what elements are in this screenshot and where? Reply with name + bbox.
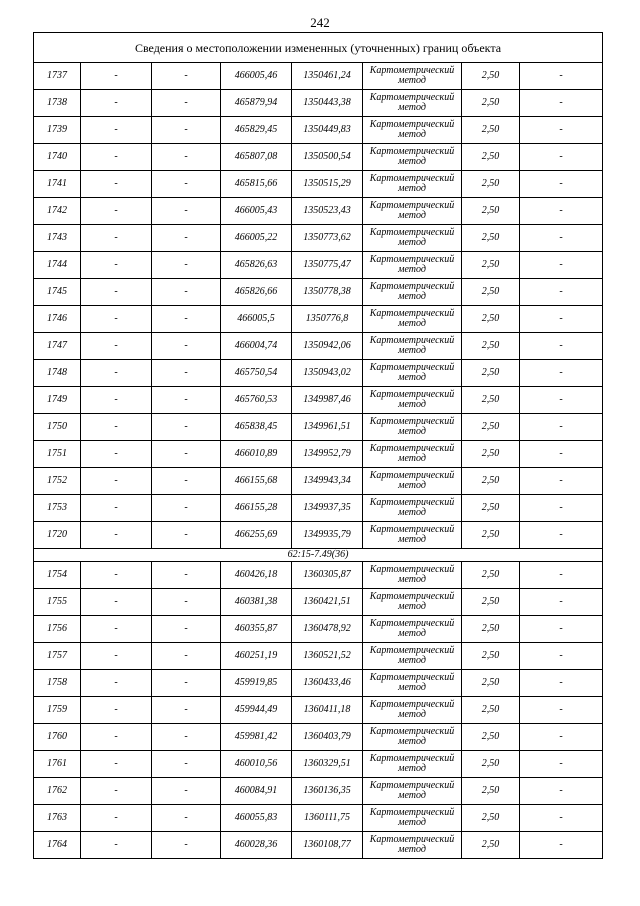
x-coordinate-cell: 465807,08 xyxy=(221,144,292,171)
method-cell: Картометрический метод xyxy=(363,724,462,751)
table-row xyxy=(34,751,603,778)
method-cell: Картометрический метод xyxy=(363,805,462,832)
column-2-cell: - xyxy=(81,562,152,589)
method-cell: Картометрический метод xyxy=(363,495,462,522)
section-header-row xyxy=(34,549,603,562)
x-coordinate-cell: 459919,85 xyxy=(221,670,292,697)
column-2-cell: - xyxy=(81,171,152,198)
table-row xyxy=(34,90,603,117)
accuracy-cell: 2,50 xyxy=(462,63,520,90)
column-2-cell: - xyxy=(81,414,152,441)
column-2-cell: - xyxy=(81,643,152,670)
table-row xyxy=(34,441,603,468)
column-2-cell: - xyxy=(81,522,152,549)
method-cell: Картометрический метод xyxy=(363,670,462,697)
column-2-cell: - xyxy=(81,198,152,225)
column-3-cell: - xyxy=(152,414,221,441)
point-number-cell: 1762 xyxy=(34,778,81,805)
column-9-cell: - xyxy=(520,697,603,724)
point-number-cell: 1757 xyxy=(34,643,81,670)
method-cell: Картометрический метод xyxy=(363,279,462,306)
column-9-cell: - xyxy=(520,225,603,252)
column-2-cell: - xyxy=(81,670,152,697)
column-3-cell: - xyxy=(152,441,221,468)
column-9-cell: - xyxy=(520,468,603,495)
accuracy-cell: 2,50 xyxy=(462,643,520,670)
column-9-cell: - xyxy=(520,171,603,198)
column-2-cell: - xyxy=(81,279,152,306)
table-title-row xyxy=(34,33,603,63)
table-row xyxy=(34,117,603,144)
point-number-cell: 1748 xyxy=(34,360,81,387)
point-number-cell: 1742 xyxy=(34,198,81,225)
point-number-cell: 1740 xyxy=(34,144,81,171)
method-cell: Картометрический метод xyxy=(363,252,462,279)
table-row xyxy=(34,144,603,171)
x-coordinate-cell: 466005,5 xyxy=(221,306,292,333)
y-coordinate-cell: 1350942,06 xyxy=(292,333,363,360)
table-row xyxy=(34,805,603,832)
method-cell: Картометрический метод xyxy=(363,63,462,90)
accuracy-cell: 2,50 xyxy=(462,697,520,724)
accuracy-cell: 2,50 xyxy=(462,144,520,171)
method-cell: Картометрический метод xyxy=(363,832,462,859)
y-coordinate-cell: 1349943,34 xyxy=(292,468,363,495)
table-row xyxy=(34,360,603,387)
point-number-cell: 1761 xyxy=(34,751,81,778)
point-number-cell: 1751 xyxy=(34,441,81,468)
column-2-cell: - xyxy=(81,333,152,360)
column-3-cell: - xyxy=(152,522,221,549)
table-row xyxy=(34,198,603,225)
column-2-cell: - xyxy=(81,306,152,333)
column-9-cell: - xyxy=(520,522,603,549)
accuracy-cell: 2,50 xyxy=(462,616,520,643)
table-row xyxy=(34,333,603,360)
column-9-cell: - xyxy=(520,387,603,414)
column-9-cell: - xyxy=(520,117,603,144)
column-9-cell: - xyxy=(520,360,603,387)
method-cell: Картометрический метод xyxy=(363,616,462,643)
x-coordinate-cell: 465879,94 xyxy=(221,90,292,117)
column-9-cell: - xyxy=(520,805,603,832)
y-coordinate-cell: 1360111,75 xyxy=(292,805,363,832)
y-coordinate-cell: 1350778,38 xyxy=(292,279,363,306)
column-3-cell: - xyxy=(152,724,221,751)
point-number-cell: 1738 xyxy=(34,90,81,117)
column-2-cell: - xyxy=(81,144,152,171)
column-3-cell: - xyxy=(152,751,221,778)
table-title: Сведения о местоположении измененных (уточненных) границ объекта xyxy=(34,33,603,63)
y-coordinate-cell: 1349961,51 xyxy=(292,414,363,441)
y-coordinate-cell: 1360403,79 xyxy=(292,724,363,751)
x-coordinate-cell: 466005,43 xyxy=(221,198,292,225)
column-2-cell: - xyxy=(81,724,152,751)
accuracy-cell: 2,50 xyxy=(462,724,520,751)
table-row xyxy=(34,387,603,414)
table-row xyxy=(34,832,603,859)
point-number-cell: 1752 xyxy=(34,468,81,495)
accuracy-cell: 2,50 xyxy=(462,832,520,859)
column-2-cell: - xyxy=(81,252,152,279)
y-coordinate-cell: 1350515,29 xyxy=(292,171,363,198)
table-body xyxy=(34,33,603,859)
x-coordinate-cell: 460355,87 xyxy=(221,616,292,643)
point-number-cell: 1747 xyxy=(34,333,81,360)
column-3-cell: - xyxy=(152,562,221,589)
x-coordinate-cell: 466005,22 xyxy=(221,225,292,252)
y-coordinate-cell: 1360136,35 xyxy=(292,778,363,805)
accuracy-cell: 2,50 xyxy=(462,90,520,117)
column-9-cell: - xyxy=(520,279,603,306)
accuracy-cell: 2,50 xyxy=(462,306,520,333)
column-3-cell: - xyxy=(152,387,221,414)
point-number-cell: 1755 xyxy=(34,589,81,616)
x-coordinate-cell: 465760,53 xyxy=(221,387,292,414)
column-9-cell: - xyxy=(520,414,603,441)
x-coordinate-cell: 465829,45 xyxy=(221,117,292,144)
method-cell: Картометрический метод xyxy=(363,468,462,495)
method-cell: Картометрический метод xyxy=(363,117,462,144)
column-3-cell: - xyxy=(152,252,221,279)
table-row xyxy=(34,724,603,751)
column-2-cell: - xyxy=(81,495,152,522)
y-coordinate-cell: 1360433,46 xyxy=(292,670,363,697)
section-label: 62:15-7.49(36) xyxy=(34,549,603,562)
y-coordinate-cell: 1350443,38 xyxy=(292,90,363,117)
column-3-cell: - xyxy=(152,306,221,333)
point-number-cell: 1760 xyxy=(34,724,81,751)
point-number-cell: 1739 xyxy=(34,117,81,144)
point-number-cell: 1756 xyxy=(34,616,81,643)
method-cell: Картометрический метод xyxy=(363,697,462,724)
method-cell: Картометрический метод xyxy=(363,171,462,198)
point-number-cell: 1746 xyxy=(34,306,81,333)
y-coordinate-cell: 1350523,43 xyxy=(292,198,363,225)
y-coordinate-cell: 1360329,51 xyxy=(292,751,363,778)
x-coordinate-cell: 465815,66 xyxy=(221,171,292,198)
table-row xyxy=(34,414,603,441)
accuracy-cell: 2,50 xyxy=(462,778,520,805)
x-coordinate-cell: 466155,28 xyxy=(221,495,292,522)
column-3-cell: - xyxy=(152,279,221,306)
column-3-cell: - xyxy=(152,198,221,225)
column-9-cell: - xyxy=(520,832,603,859)
table-row xyxy=(34,279,603,306)
method-cell: Картометрический метод xyxy=(363,522,462,549)
accuracy-cell: 2,50 xyxy=(462,117,520,144)
x-coordinate-cell: 466155,68 xyxy=(221,468,292,495)
accuracy-cell: 2,50 xyxy=(462,562,520,589)
y-coordinate-cell: 1350773,62 xyxy=(292,225,363,252)
accuracy-cell: 2,50 xyxy=(462,360,520,387)
column-3-cell: - xyxy=(152,360,221,387)
column-3-cell: - xyxy=(152,225,221,252)
column-9-cell: - xyxy=(520,562,603,589)
point-number-cell: 1759 xyxy=(34,697,81,724)
accuracy-cell: 2,50 xyxy=(462,387,520,414)
column-2-cell: - xyxy=(81,225,152,252)
y-coordinate-cell: 1350943,02 xyxy=(292,360,363,387)
method-cell: Картометрический метод xyxy=(363,414,462,441)
point-number-cell: 1744 xyxy=(34,252,81,279)
x-coordinate-cell: 466010,89 xyxy=(221,441,292,468)
accuracy-cell: 2,50 xyxy=(462,414,520,441)
accuracy-cell: 2,50 xyxy=(462,198,520,225)
x-coordinate-cell: 466005,46 xyxy=(221,63,292,90)
table-row xyxy=(34,495,603,522)
y-coordinate-cell: 1350449,83 xyxy=(292,117,363,144)
table-row xyxy=(34,468,603,495)
point-number-cell: 1753 xyxy=(34,495,81,522)
point-number-cell: 1763 xyxy=(34,805,81,832)
method-cell: Картометрический метод xyxy=(363,360,462,387)
column-9-cell: - xyxy=(520,90,603,117)
method-cell: Картометрический метод xyxy=(363,441,462,468)
method-cell: Картометрический метод xyxy=(363,225,462,252)
column-9-cell: - xyxy=(520,670,603,697)
column-3-cell: - xyxy=(152,832,221,859)
y-coordinate-cell: 1360108,77 xyxy=(292,832,363,859)
y-coordinate-cell: 1349952,79 xyxy=(292,441,363,468)
column-2-cell: - xyxy=(81,805,152,832)
column-9-cell: - xyxy=(520,144,603,171)
y-coordinate-cell: 1360478,92 xyxy=(292,616,363,643)
point-number-cell: 1754 xyxy=(34,562,81,589)
column-2-cell: - xyxy=(81,589,152,616)
column-9-cell: - xyxy=(520,63,603,90)
point-number-cell: 1749 xyxy=(34,387,81,414)
y-coordinate-cell: 1350461,24 xyxy=(292,63,363,90)
column-2-cell: - xyxy=(81,832,152,859)
method-cell: Картометрический метод xyxy=(363,387,462,414)
accuracy-cell: 2,50 xyxy=(462,279,520,306)
column-3-cell: - xyxy=(152,589,221,616)
table-row xyxy=(34,171,603,198)
y-coordinate-cell: 1350500,54 xyxy=(292,144,363,171)
method-cell: Картометрический метод xyxy=(363,643,462,670)
method-cell: Картометрический метод xyxy=(363,306,462,333)
column-9-cell: - xyxy=(520,724,603,751)
method-cell: Картометрический метод xyxy=(363,144,462,171)
column-9-cell: - xyxy=(520,589,603,616)
x-coordinate-cell: 466255,69 xyxy=(221,522,292,549)
method-cell: Картометрический метод xyxy=(363,589,462,616)
column-9-cell: - xyxy=(520,333,603,360)
y-coordinate-cell: 1349937,35 xyxy=(292,495,363,522)
accuracy-cell: 2,50 xyxy=(462,225,520,252)
table-row xyxy=(34,522,603,549)
column-2-cell: - xyxy=(81,63,152,90)
x-coordinate-cell: 460381,38 xyxy=(221,589,292,616)
x-coordinate-cell: 460010,56 xyxy=(221,751,292,778)
boundary-table xyxy=(33,32,603,859)
page-number: 242 xyxy=(310,15,330,30)
column-3-cell: - xyxy=(152,616,221,643)
method-cell: Картометрический метод xyxy=(363,90,462,117)
point-number-cell: 1758 xyxy=(34,670,81,697)
accuracy-cell: 2,50 xyxy=(462,468,520,495)
method-cell: Картометрический метод xyxy=(363,778,462,805)
x-coordinate-cell: 465826,63 xyxy=(221,252,292,279)
accuracy-cell: 2,50 xyxy=(462,252,520,279)
x-coordinate-cell: 465750,54 xyxy=(221,360,292,387)
column-3-cell: - xyxy=(152,171,221,198)
table-row xyxy=(34,252,603,279)
y-coordinate-cell: 1360421,51 xyxy=(292,589,363,616)
column-2-cell: - xyxy=(81,778,152,805)
table-row xyxy=(34,63,603,90)
accuracy-cell: 2,50 xyxy=(462,589,520,616)
column-3-cell: - xyxy=(152,495,221,522)
point-number-cell: 1764 xyxy=(34,832,81,859)
point-number-cell: 1720 xyxy=(34,522,81,549)
accuracy-cell: 2,50 xyxy=(462,495,520,522)
y-coordinate-cell: 1350775,47 xyxy=(292,252,363,279)
column-3-cell: - xyxy=(152,643,221,670)
accuracy-cell: 2,50 xyxy=(462,441,520,468)
y-coordinate-cell: 1349935,79 xyxy=(292,522,363,549)
column-2-cell: - xyxy=(81,90,152,117)
column-3-cell: - xyxy=(152,90,221,117)
x-coordinate-cell: 465826,66 xyxy=(221,279,292,306)
column-3-cell: - xyxy=(152,117,221,144)
column-3-cell: - xyxy=(152,778,221,805)
column-3-cell: - xyxy=(152,63,221,90)
accuracy-cell: 2,50 xyxy=(462,751,520,778)
column-2-cell: - xyxy=(81,360,152,387)
table-row xyxy=(34,697,603,724)
method-cell: Картометрический метод xyxy=(363,198,462,225)
table-row xyxy=(34,225,603,252)
x-coordinate-cell: 460084,91 xyxy=(221,778,292,805)
column-3-cell: - xyxy=(152,697,221,724)
accuracy-cell: 2,50 xyxy=(462,522,520,549)
column-3-cell: - xyxy=(152,468,221,495)
table-row xyxy=(34,616,603,643)
x-coordinate-cell: 459981,42 xyxy=(221,724,292,751)
point-number-cell: 1750 xyxy=(34,414,81,441)
point-number-cell: 1741 xyxy=(34,171,81,198)
column-9-cell: - xyxy=(520,751,603,778)
y-coordinate-cell: 1360411,18 xyxy=(292,697,363,724)
x-coordinate-cell: 460426,18 xyxy=(221,562,292,589)
y-coordinate-cell: 1360305,87 xyxy=(292,562,363,589)
table-row xyxy=(34,306,603,333)
y-coordinate-cell: 1350776,8 xyxy=(292,306,363,333)
column-2-cell: - xyxy=(81,117,152,144)
column-2-cell: - xyxy=(81,616,152,643)
column-2-cell: - xyxy=(81,468,152,495)
column-9-cell: - xyxy=(520,495,603,522)
column-2-cell: - xyxy=(81,697,152,724)
accuracy-cell: 2,50 xyxy=(462,333,520,360)
y-coordinate-cell: 1349987,46 xyxy=(292,387,363,414)
column-9-cell: - xyxy=(520,306,603,333)
column-2-cell: - xyxy=(81,387,152,414)
x-coordinate-cell: 460055,83 xyxy=(221,805,292,832)
x-coordinate-cell: 460028,36 xyxy=(221,832,292,859)
point-number-cell: 1745 xyxy=(34,279,81,306)
column-2-cell: - xyxy=(81,441,152,468)
x-coordinate-cell: 460251,19 xyxy=(221,643,292,670)
column-3-cell: - xyxy=(152,805,221,832)
accuracy-cell: 2,50 xyxy=(462,805,520,832)
y-coordinate-cell: 1360521,52 xyxy=(292,643,363,670)
x-coordinate-cell: 459944,49 xyxy=(221,697,292,724)
column-9-cell: - xyxy=(520,252,603,279)
column-9-cell: - xyxy=(520,643,603,670)
table-row xyxy=(34,589,603,616)
point-number-cell: 1737 xyxy=(34,63,81,90)
accuracy-cell: 2,50 xyxy=(462,171,520,198)
method-cell: Картометрический метод xyxy=(363,751,462,778)
point-number-cell: 1743 xyxy=(34,225,81,252)
column-9-cell: - xyxy=(520,778,603,805)
column-3-cell: - xyxy=(152,670,221,697)
table-row xyxy=(34,778,603,805)
method-cell: Картометрический метод xyxy=(363,562,462,589)
table-row xyxy=(34,643,603,670)
table-row xyxy=(34,670,603,697)
method-cell: Картометрический метод xyxy=(363,333,462,360)
column-9-cell: - xyxy=(520,198,603,225)
column-3-cell: - xyxy=(152,333,221,360)
table-row xyxy=(34,562,603,589)
column-9-cell: - xyxy=(520,441,603,468)
x-coordinate-cell: 465838,45 xyxy=(221,414,292,441)
x-coordinate-cell: 466004,74 xyxy=(221,333,292,360)
column-2-cell: - xyxy=(81,751,152,778)
column-3-cell: - xyxy=(152,144,221,171)
accuracy-cell: 2,50 xyxy=(462,670,520,697)
column-9-cell: - xyxy=(520,616,603,643)
